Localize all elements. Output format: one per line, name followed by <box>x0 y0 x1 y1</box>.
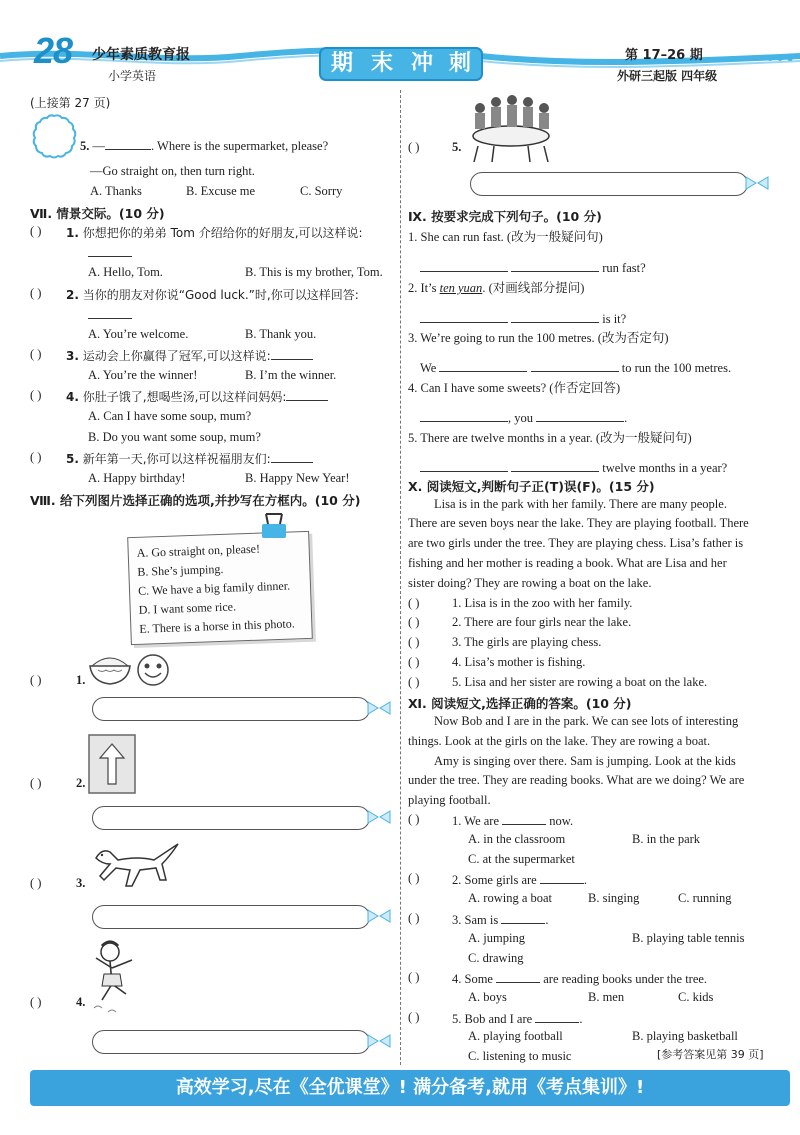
passage2-line: playing football. <box>408 793 491 807</box>
s7-q5-answer-line[interactable] <box>271 450 313 463</box>
mc5-blank[interactable] <box>535 1010 579 1023</box>
page-number: 28 <box>33 30 73 71</box>
q5-text: . Where is the supermarket, please? <box>151 139 329 153</box>
s9-q1-answer-text: run fast? <box>602 261 646 275</box>
tf1-text: 1. Lisa is in the zoo with her family. <box>452 596 633 610</box>
bow-ribbon-icon <box>366 906 392 926</box>
s7-q3-option-a: A. You’re the winner! <box>88 368 198 382</box>
passage2-line: Now Bob and I are in the park. We can see lots of interesting <box>434 714 739 728</box>
mc1-option-a: A. in the classroom <box>468 832 566 846</box>
mc1-paren[interactable]: ( ) <box>408 812 420 826</box>
title-banner <box>318 44 484 84</box>
s9-q4-answer <box>420 409 627 426</box>
bow-ribbon-icon <box>366 807 392 827</box>
s7-q5-option-a: A. Happy birthday! <box>88 471 186 485</box>
mc1-option-b: B. in the park <box>632 832 701 846</box>
s7-q3-number: 3. <box>66 349 79 363</box>
q5-line2: —Go straight on, then turn right. <box>90 164 255 178</box>
s9-q5-blank-2[interactable] <box>511 459 599 472</box>
continued-note: (上接第 27 页) <box>30 96 111 110</box>
q5-dash: — <box>92 139 105 153</box>
s9-q3-answer <box>420 359 731 376</box>
passage1-line: are two girls under the tree. They are playing chess. Lisa’s father is <box>408 536 744 550</box>
pic5-number: 5. <box>452 140 462 154</box>
mc3-q-post: . <box>545 913 549 927</box>
s9-q3-answer-post: to run the 100 metres. <box>621 361 732 375</box>
banner-char: 刺 <box>448 51 471 76</box>
tf4-paren[interactable]: ( ) <box>408 655 420 669</box>
s9-q2-blank-1[interactable] <box>420 310 508 323</box>
pic4-answer-box[interactable] <box>92 1030 370 1054</box>
s7-q3-option-b: B. I’m the winner. <box>245 368 337 382</box>
s7-q5-stem <box>66 450 313 467</box>
mc2-q-post: . <box>583 873 587 887</box>
banner-char: 末 <box>370 51 393 76</box>
mc3-option-a: A. jumping <box>468 931 525 945</box>
mc2-blank[interactable] <box>540 871 584 884</box>
options-box <box>127 531 313 645</box>
pic3-answer-box[interactable] <box>92 905 370 929</box>
mc1-option-c: C. at the supermarket <box>468 852 575 866</box>
s9-q3-blank-2[interactable] <box>531 359 619 372</box>
s7-q4-stem <box>66 388 328 405</box>
s7-q4-text: 你肚子饿了,想喝些汤,可以这样问妈妈: <box>82 390 287 404</box>
s9-q4-answer-mid: , you <box>508 411 533 425</box>
mc3-q-pre: 3. Sam is <box>452 913 499 927</box>
s7-q2-option-a: A. You’re welcome. <box>88 327 189 341</box>
s7-q4-paren[interactable]: ( ) <box>30 388 42 402</box>
option-b: B. She’s jumping. <box>137 561 224 579</box>
pic2-paren[interactable]: ( ) <box>30 776 42 790</box>
mc4-paren[interactable]: ( ) <box>408 970 420 984</box>
s7-q1-number: 1. <box>66 226 79 240</box>
s7-q1-option-a: A. Hello, Tom. <box>88 265 163 279</box>
s9-q2-post: . (对画线部分提问) <box>482 281 585 295</box>
s9-q3: 3. We’re going to run the 100 metres. (改为否定句) <box>408 331 669 345</box>
s9-q5: 5. There are twelve months in a year. (改为一般疑问句) <box>408 431 692 445</box>
section-11-title: Ⅺ. 阅读短文,选择正确的答案。(10 分) <box>408 696 632 711</box>
s7-q1-stem <box>66 224 363 241</box>
pic2-answer-box[interactable] <box>92 806 370 830</box>
mc5-q-post: . <box>579 1012 583 1026</box>
s7-q3-stem <box>66 347 313 364</box>
mc1-q-pre: 1. We are <box>452 814 500 828</box>
mc5-option-c: C. listening to music <box>468 1049 572 1063</box>
pic5-answer-box[interactable] <box>470 172 748 196</box>
mc5-option-a: A. playing football <box>468 1029 563 1043</box>
s7-q2-paren[interactable]: ( ) <box>30 286 42 300</box>
passage1-line: There are seven boys near the lake. They are playing football. There <box>408 516 749 530</box>
passage2-line: Amy is singing over there. Sam is jumping. Look at the kids <box>434 754 736 768</box>
s7-q2-text: 当你的朋友对你说“Good luck.”时,你可以这样回答: <box>82 288 359 302</box>
mc2-option-b: B. singing <box>588 891 640 905</box>
s7-q4-option-b: B. Do you want some soup, mum? <box>88 430 261 444</box>
passage1-line: fishing and her mother is reading a book. What are Lisa and her <box>408 556 727 570</box>
bow-ribbon-icon <box>744 173 770 193</box>
s7-q4-answer-line[interactable] <box>286 388 328 401</box>
s9-q4-blank-2[interactable] <box>536 409 624 422</box>
s9-q5-answer-text: twelve months in a year? <box>602 461 728 475</box>
s9-q2-blank-2[interactable] <box>511 310 599 323</box>
passage1-line: sister doing? They are rowing a boat on the lake. <box>408 576 652 590</box>
tf5-text: 5. Lisa and her sister are rowing a boat on the lake. <box>452 675 708 689</box>
tf3-text: 3. The girls are playing chess. <box>452 635 602 649</box>
pic4-number: 4. <box>76 995 86 1009</box>
s7-q3-paren[interactable]: ( ) <box>30 347 42 361</box>
s7-q1-answer-line[interactable] <box>88 256 132 257</box>
tf3-paren[interactable]: ( ) <box>408 635 420 649</box>
s7-q3-text: 运动会上你赢得了冠军,可以这样说: <box>82 349 271 363</box>
s9-q3-blank-1[interactable] <box>439 359 527 372</box>
s7-q2-option-b: B. Thank you. <box>245 327 317 341</box>
up-arrow-sign-icon <box>88 734 136 794</box>
mc3-option-b: B. playing table tennis <box>632 931 745 945</box>
s9-q3-answer-pre: We <box>420 361 437 375</box>
tf4-text: 4. Lisa’s mother is fishing. <box>452 655 586 669</box>
mc2-stem <box>452 871 587 888</box>
q5-stem <box>80 137 328 154</box>
mc2-option-a: A. rowing a boat <box>468 891 553 905</box>
banner-char: 冲 <box>410 51 433 76</box>
mc2-q-pre: 2. Some girls are <box>452 873 537 887</box>
s7-q2-answer-line[interactable] <box>88 318 132 319</box>
s7-q1-text: 你想把你的弟弟 Tom 介绍给你的好朋友,可以这样说: <box>82 226 363 240</box>
running-horse-icon <box>88 840 182 894</box>
scalloped-badge-icon <box>32 114 76 158</box>
option-e: E. There is a horse in this photo. <box>139 616 295 636</box>
tf1-paren[interactable]: ( ) <box>408 596 420 610</box>
s7-q3-answer-line[interactable] <box>271 347 313 360</box>
s7-q1-option-b: B. This is my brother, Tom. <box>245 265 383 279</box>
s7-q2-stem <box>66 286 359 303</box>
subject-label: 小学英语 <box>108 69 157 83</box>
tf2-text: 2. There are four girls near the lake. <box>452 615 632 629</box>
s9-q4: 4. Can I have some sweets? (作否定回答) <box>408 381 621 395</box>
passage2-line: things. Look at the girls on the lake. They are rowing a boat. <box>408 734 711 748</box>
s9-q4-answer-end: . <box>624 411 628 425</box>
s9-q2 <box>408 278 584 296</box>
section-8-title: Ⅷ. 给下列图片选择正确的选项,并抄写在方框内。(10 分) <box>30 493 361 508</box>
tf5-paren[interactable]: ( ) <box>408 675 420 689</box>
mc2-paren[interactable]: ( ) <box>408 871 420 885</box>
tf2-paren[interactable]: ( ) <box>408 615 420 629</box>
s7-q5-number: 5. <box>66 452 79 466</box>
s9-q2-underlined: ten yuan <box>439 281 483 295</box>
s9-q2-answer-text: is it? <box>602 312 627 326</box>
banner-char: 期 <box>330 51 353 76</box>
s7-q5-text: 新年第一天,你可以这样祝福朋友们: <box>82 452 271 466</box>
issue-label: 第 17–26 期 <box>625 48 703 63</box>
s7-q5-paren[interactable]: ( ) <box>30 450 42 464</box>
rice-bowl-icon <box>88 648 132 688</box>
section-7-title: Ⅶ. 情景交际。(10 分) <box>30 206 165 221</box>
family-dinner-icon <box>464 92 558 164</box>
q5-number: 5. <box>80 139 90 153</box>
pic5-paren[interactable]: ( ) <box>408 140 420 154</box>
s9-q2-answer <box>420 310 626 327</box>
mc4-blank[interactable] <box>496 970 540 983</box>
mc5-stem <box>452 1010 582 1027</box>
q5-blank[interactable] <box>105 137 151 150</box>
section-9-title: Ⅸ. 按要求完成下列句子。(10 分) <box>408 209 602 224</box>
bow-ribbon-icon <box>366 1031 392 1051</box>
s9-q1-blank-2[interactable] <box>511 259 599 272</box>
mc4-option-a: A. boys <box>468 990 507 1004</box>
s9-q5-answer <box>420 459 727 476</box>
jumping-girl-icon <box>88 938 152 1018</box>
answer-reference: [参考答案见第 39 页] <box>657 1048 764 1061</box>
s7-q4-number: 4. <box>66 390 79 404</box>
mc4-option-b: B. men <box>588 990 625 1004</box>
passage2-line: under the tree. They are reading books. What are we doing? We are <box>408 773 745 787</box>
mc4-stem <box>452 970 707 987</box>
s9-q1-blank-1[interactable] <box>420 259 508 272</box>
q5-option-b: B. Excuse me <box>186 184 256 198</box>
option-a: A. Go straight on, please! <box>136 541 261 560</box>
pic3-number: 3. <box>76 876 86 890</box>
binder-clip-icon <box>258 512 290 542</box>
s7-q5-option-b: B. Happy New Year! <box>245 471 350 485</box>
mc5-option-b: B. playing basketball <box>632 1029 738 1043</box>
passage1-line: Lisa is in the park with her family. There are many people. <box>434 497 727 511</box>
mc1-blank[interactable] <box>502 812 546 825</box>
pic2-number: 2. <box>76 776 86 790</box>
mc5-q-pre: 5. Bob and I are <box>452 1012 533 1026</box>
s7-q2-number: 2. <box>66 288 79 302</box>
mc5-paren[interactable]: ( ) <box>408 1010 420 1024</box>
q5-option-c: C. Sorry <box>300 184 343 198</box>
column-divider <box>400 90 401 1065</box>
option-d: D. I want some rice. <box>138 599 237 617</box>
mc1-q-post: now. <box>549 814 574 828</box>
section-10-title: Ⅹ. 阅读短文,判断句子正(T)误(F)。(15 分) <box>408 479 655 494</box>
pic1-number: 1. <box>76 673 86 687</box>
s9-q4-blank-1[interactable] <box>420 409 508 422</box>
s9-q1: 1. She can run fast. (改为一般疑问句) <box>408 230 603 244</box>
pic3-paren[interactable]: ( ) <box>30 876 42 890</box>
mc3-option-c: C. drawing <box>468 951 524 965</box>
mc4-q-pre: 4. Some <box>452 972 493 986</box>
edition-label: 外研三起版 四年级 <box>617 69 718 83</box>
option-c: C. We have a big family dinner. <box>137 578 291 598</box>
pic1-answer-box[interactable] <box>92 697 370 721</box>
mc4-q-post: are reading books under the tree. <box>543 972 708 986</box>
mc2-option-c: C. running <box>678 891 732 905</box>
mc3-stem <box>452 911 548 928</box>
mc4-option-c: C. kids <box>678 990 714 1004</box>
s7-q1-paren[interactable]: ( ) <box>30 224 42 238</box>
s9-q5-blank-1[interactable] <box>420 459 508 472</box>
s7-q4-option-a: A. Can I have some soup, mum? <box>88 409 252 423</box>
smiley-face-icon <box>136 653 170 687</box>
pic1-paren[interactable]: ( ) <box>30 673 42 687</box>
bow-ribbon-icon <box>366 698 392 718</box>
s9-q2-pre: 2. It’s <box>408 281 440 295</box>
s9-q1-answer <box>420 259 646 276</box>
pic4-paren[interactable]: ( ) <box>30 995 42 1009</box>
mc1-stem <box>452 812 573 829</box>
newspaper-name: 少年素质教育报 <box>92 46 190 62</box>
mc3-paren[interactable]: ( ) <box>408 911 420 925</box>
q5-option-a: A. Thanks <box>90 184 142 198</box>
mc3-blank[interactable] <box>501 911 545 924</box>
footer-slogan: 高效学习,尽在《全优课堂》! 满分备考,就用《考点集训》! <box>175 1077 645 1098</box>
